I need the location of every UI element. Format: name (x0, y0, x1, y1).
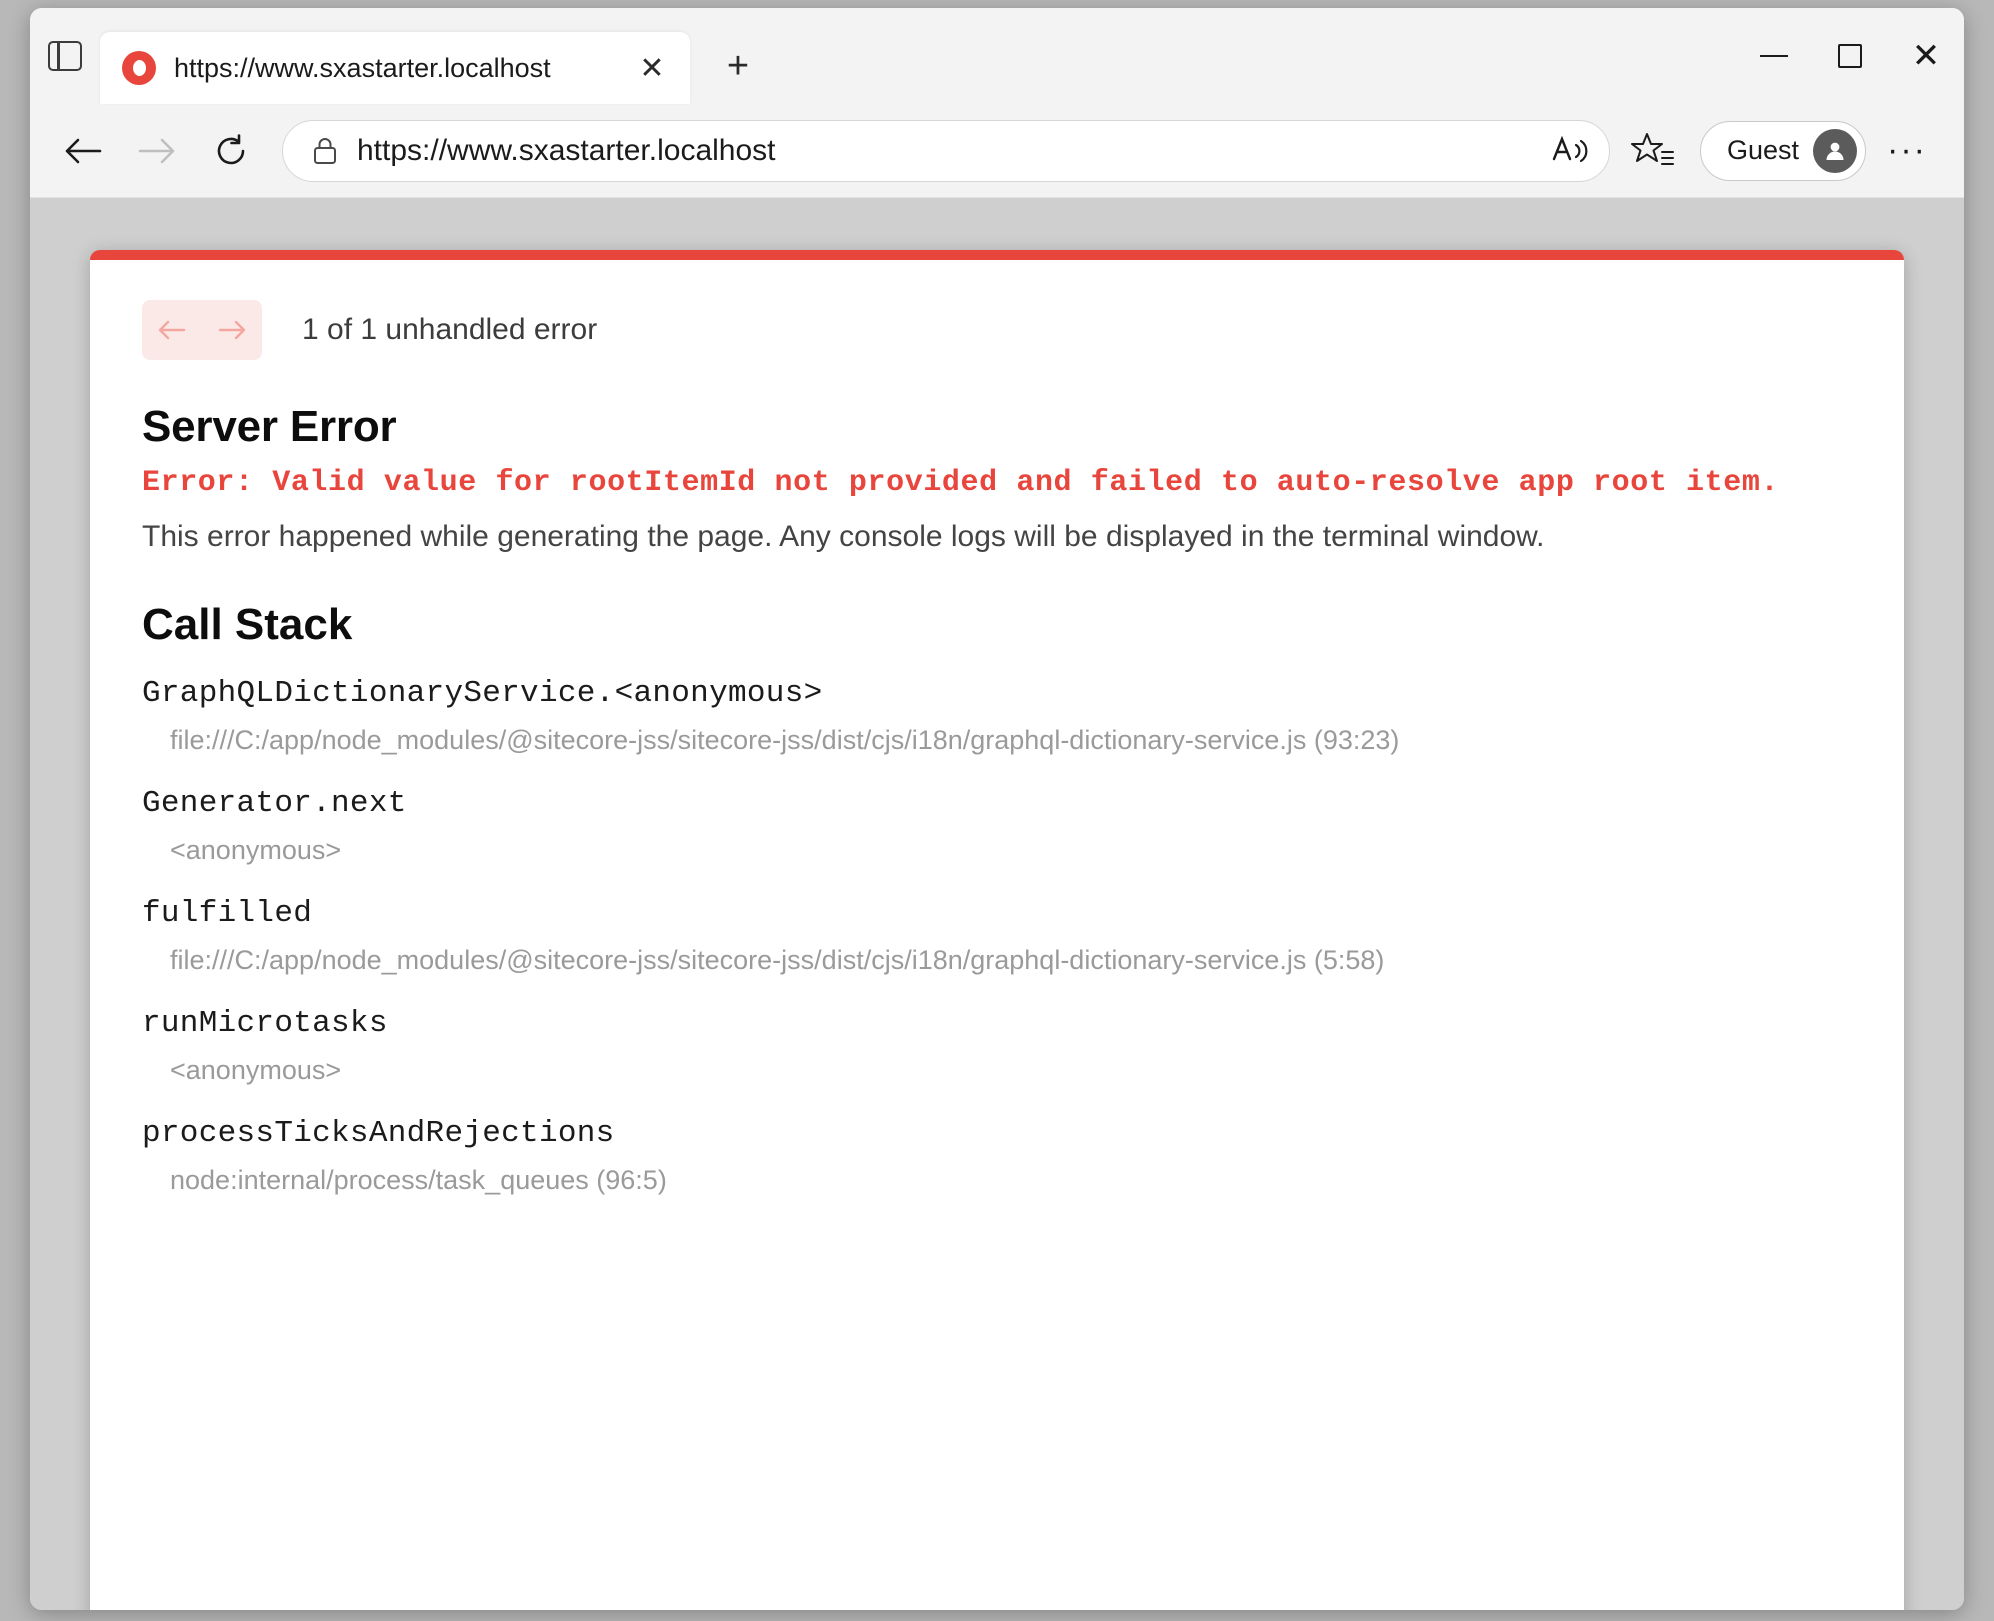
tab-actions-button[interactable] (30, 8, 100, 104)
error-count-text: 1 of 1 unhandled error (302, 313, 598, 346)
frame-function-name: fulfilled (142, 896, 313, 931)
refresh-icon[interactable] (200, 120, 262, 182)
server-error-description: This error happened while generating the page. Any console logs will be displayed in the terminal window. (142, 520, 1545, 553)
call-stack-frame[interactable] (142, 896, 1852, 976)
close-icon[interactable]: ✕ (639, 51, 665, 85)
profile-label: Guest (1726, 135, 1799, 165)
error-overlay-card (90, 250, 1904, 1610)
call-stack-heading: Call Stack (142, 600, 353, 649)
frame-location: file:///C:/app/node_modules/@sitecore-jss/sitecore-jss/dist/cjs/i18n/graphql-dictionary-service.js (5:58) (170, 945, 1385, 975)
arrow-left-icon[interactable] (142, 300, 202, 360)
frame-function-name: GraphQLDictionaryService.<anonymous> (142, 676, 823, 711)
tab-title: https://www.sxastarter.localhost (174, 52, 551, 83)
frame-function-name: runMicrotasks (142, 1006, 388, 1041)
server-error-message: Error: Valid value for rootItemId not provided and failed to auto-resolve app root item. (142, 466, 1780, 500)
back-arrow-icon[interactable] (52, 120, 114, 182)
frame-function-name: Generator.next (142, 786, 407, 821)
forward-arrow-icon[interactable] (126, 120, 188, 182)
frame-location: file:///C:/app/node_modules/@sitecore-jss/sitecore-jss/dist/cjs/i18n/graphql-dictionary-service.js (93:23) (170, 725, 1400, 755)
error-nav-group (142, 300, 262, 360)
address-bar[interactable] (282, 120, 1610, 182)
page-viewport (30, 198, 1964, 1610)
frame-location: <anonymous> (170, 835, 342, 865)
frame-function-name: processTicksAndRejections (142, 1116, 615, 1151)
frame-location: node:internal/process/task_queues (96:5) (170, 1165, 667, 1195)
call-stack-frame[interactable] (142, 786, 1852, 866)
sitecore-favicon (122, 51, 156, 85)
browser-toolbar (30, 104, 1964, 198)
read-aloud-icon[interactable] (1543, 124, 1597, 178)
call-stack-frame[interactable] (142, 1006, 1852, 1086)
error-nav-row (142, 300, 1852, 360)
sidebar-icon (48, 41, 82, 71)
frame-location: <anonymous> (170, 1055, 342, 1085)
profile-button[interactable] (1700, 121, 1866, 181)
minimize-icon[interactable] (1736, 8, 1812, 104)
lock-icon[interactable] (303, 129, 347, 173)
server-error-heading: Server Error (142, 402, 397, 451)
person-icon (1813, 129, 1857, 173)
call-stack-frame[interactable] (142, 1116, 1852, 1196)
call-stack-frame[interactable] (142, 676, 1852, 756)
more-options-button[interactable]: ··· (1887, 131, 1927, 169)
close-icon[interactable]: ✕ (1911, 37, 1941, 75)
browser-tab[interactable] (100, 32, 690, 104)
url-text[interactable]: https://www.sxastarter.localhost (357, 133, 776, 167)
window-controls (1736, 8, 1964, 104)
arrow-right-icon[interactable] (202, 300, 262, 360)
browser-window (30, 8, 1964, 1610)
favorites-icon[interactable] (1624, 122, 1682, 180)
tab-strip (30, 8, 1964, 104)
new-tab-button[interactable]: + (726, 44, 750, 87)
maximize-icon[interactable] (1812, 8, 1888, 104)
